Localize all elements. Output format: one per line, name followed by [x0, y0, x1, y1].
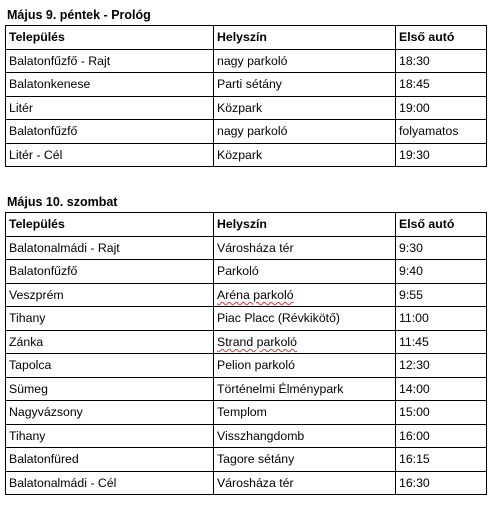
section-title-friday: Május 9. péntek - Prológ: [7, 8, 151, 22]
cell-first-car: 9:55: [396, 283, 487, 307]
cell-location: Parti sétány: [214, 73, 396, 97]
section-friday: [5, 5, 486, 167]
cell-town: Veszprém: [6, 283, 214, 307]
table-row: [6, 424, 487, 448]
cell-first-car: 18:30: [396, 49, 487, 73]
cell-location: Piac Placc (Révkikötő): [214, 307, 396, 331]
cell-first-car: folyamatos: [396, 120, 487, 144]
cell-location: Közpark: [214, 96, 396, 120]
column-header-location: Helyszín: [214, 26, 396, 50]
column-header-location: Helyszín: [214, 213, 396, 237]
cell-first-car: 11:45: [396, 330, 487, 354]
cell-first-car: 9:40: [396, 260, 487, 284]
cell-location: Tagore sétány: [214, 448, 396, 472]
cell-town: Balatonfüred: [6, 448, 214, 472]
cell-town: Tihany: [6, 424, 214, 448]
cell-location: Pelion parkoló: [214, 354, 396, 378]
table-row: [6, 471, 487, 495]
cell-town: Balatonalmádi - Cél: [6, 471, 214, 495]
table-row: [6, 283, 487, 307]
cell-town: Zánka: [6, 330, 214, 354]
cell-town: Balatonkenese: [6, 73, 214, 97]
table-row: [6, 377, 487, 401]
cell-location: Közpark: [214, 143, 396, 167]
table-header-row: [6, 26, 487, 50]
schedule-table-friday: [5, 25, 487, 167]
cell-town: Litér: [6, 96, 214, 120]
section-title-saturday: Május 10. szombat: [7, 195, 118, 209]
cell-first-car: 19:00: [396, 96, 487, 120]
cell-first-car: 12:30: [396, 354, 487, 378]
table-row: [6, 96, 487, 120]
cell-town: Litér - Cél: [6, 143, 214, 167]
cell-first-car: 16:15: [396, 448, 487, 472]
cell-location: Városháza tér: [214, 471, 396, 495]
column-header-first-car: Első autó: [396, 213, 487, 237]
table-row: [6, 236, 487, 260]
table-row: [6, 401, 487, 425]
table-row: [6, 143, 487, 167]
cell-location: Visszhangdomb: [214, 424, 396, 448]
schedule-table-saturday: [5, 212, 487, 495]
table-row: [6, 330, 487, 354]
table-header-row: [6, 213, 487, 237]
cell-first-car: 16:00: [396, 424, 487, 448]
cell-location: Parkoló: [214, 260, 396, 284]
column-header-first-car: Első autó: [396, 26, 487, 50]
cell-town: Balatonalmádi - Rajt: [6, 236, 214, 260]
table-row: [6, 307, 487, 331]
cell-location: Városháza tér: [214, 236, 396, 260]
cell-town: Balatonfűzfő - Rajt: [6, 49, 214, 73]
cell-town: Tihany: [6, 307, 214, 331]
cell-town: Tapolca: [6, 354, 214, 378]
cell-location: Történelmi Élménypark: [214, 377, 396, 401]
cell-town: Balatonfűzfő: [6, 260, 214, 284]
cell-first-car: 9:30: [396, 236, 487, 260]
cell-first-car: 16:30: [396, 471, 487, 495]
table-row: [6, 49, 487, 73]
cell-town: Nagyvázsony: [6, 401, 214, 425]
cell-location: Templom: [214, 401, 396, 425]
cell-first-car: 11:00: [396, 307, 487, 331]
cell-town: Balatonfűzfő: [6, 120, 214, 144]
table-row: [6, 120, 487, 144]
cell-first-car: 14:00: [396, 377, 487, 401]
cell-location: nagy parkoló: [214, 120, 396, 144]
table-row: [6, 354, 487, 378]
table-row: [6, 260, 487, 284]
cell-first-car: 15:00: [396, 401, 487, 425]
cell-first-car: 18:45: [396, 73, 487, 97]
table-row: [6, 73, 487, 97]
section-saturday: [5, 192, 486, 495]
table-row: [6, 448, 487, 472]
cell-location: nagy parkoló: [214, 49, 396, 73]
cell-location: Aréna parkoló: [214, 283, 396, 307]
cell-first-car: 19:30: [396, 143, 487, 167]
cell-town: Sümeg: [6, 377, 214, 401]
column-header-town: Település: [6, 213, 214, 237]
cell-location: Strand parkoló: [214, 330, 396, 354]
column-header-town: Település: [6, 26, 214, 50]
